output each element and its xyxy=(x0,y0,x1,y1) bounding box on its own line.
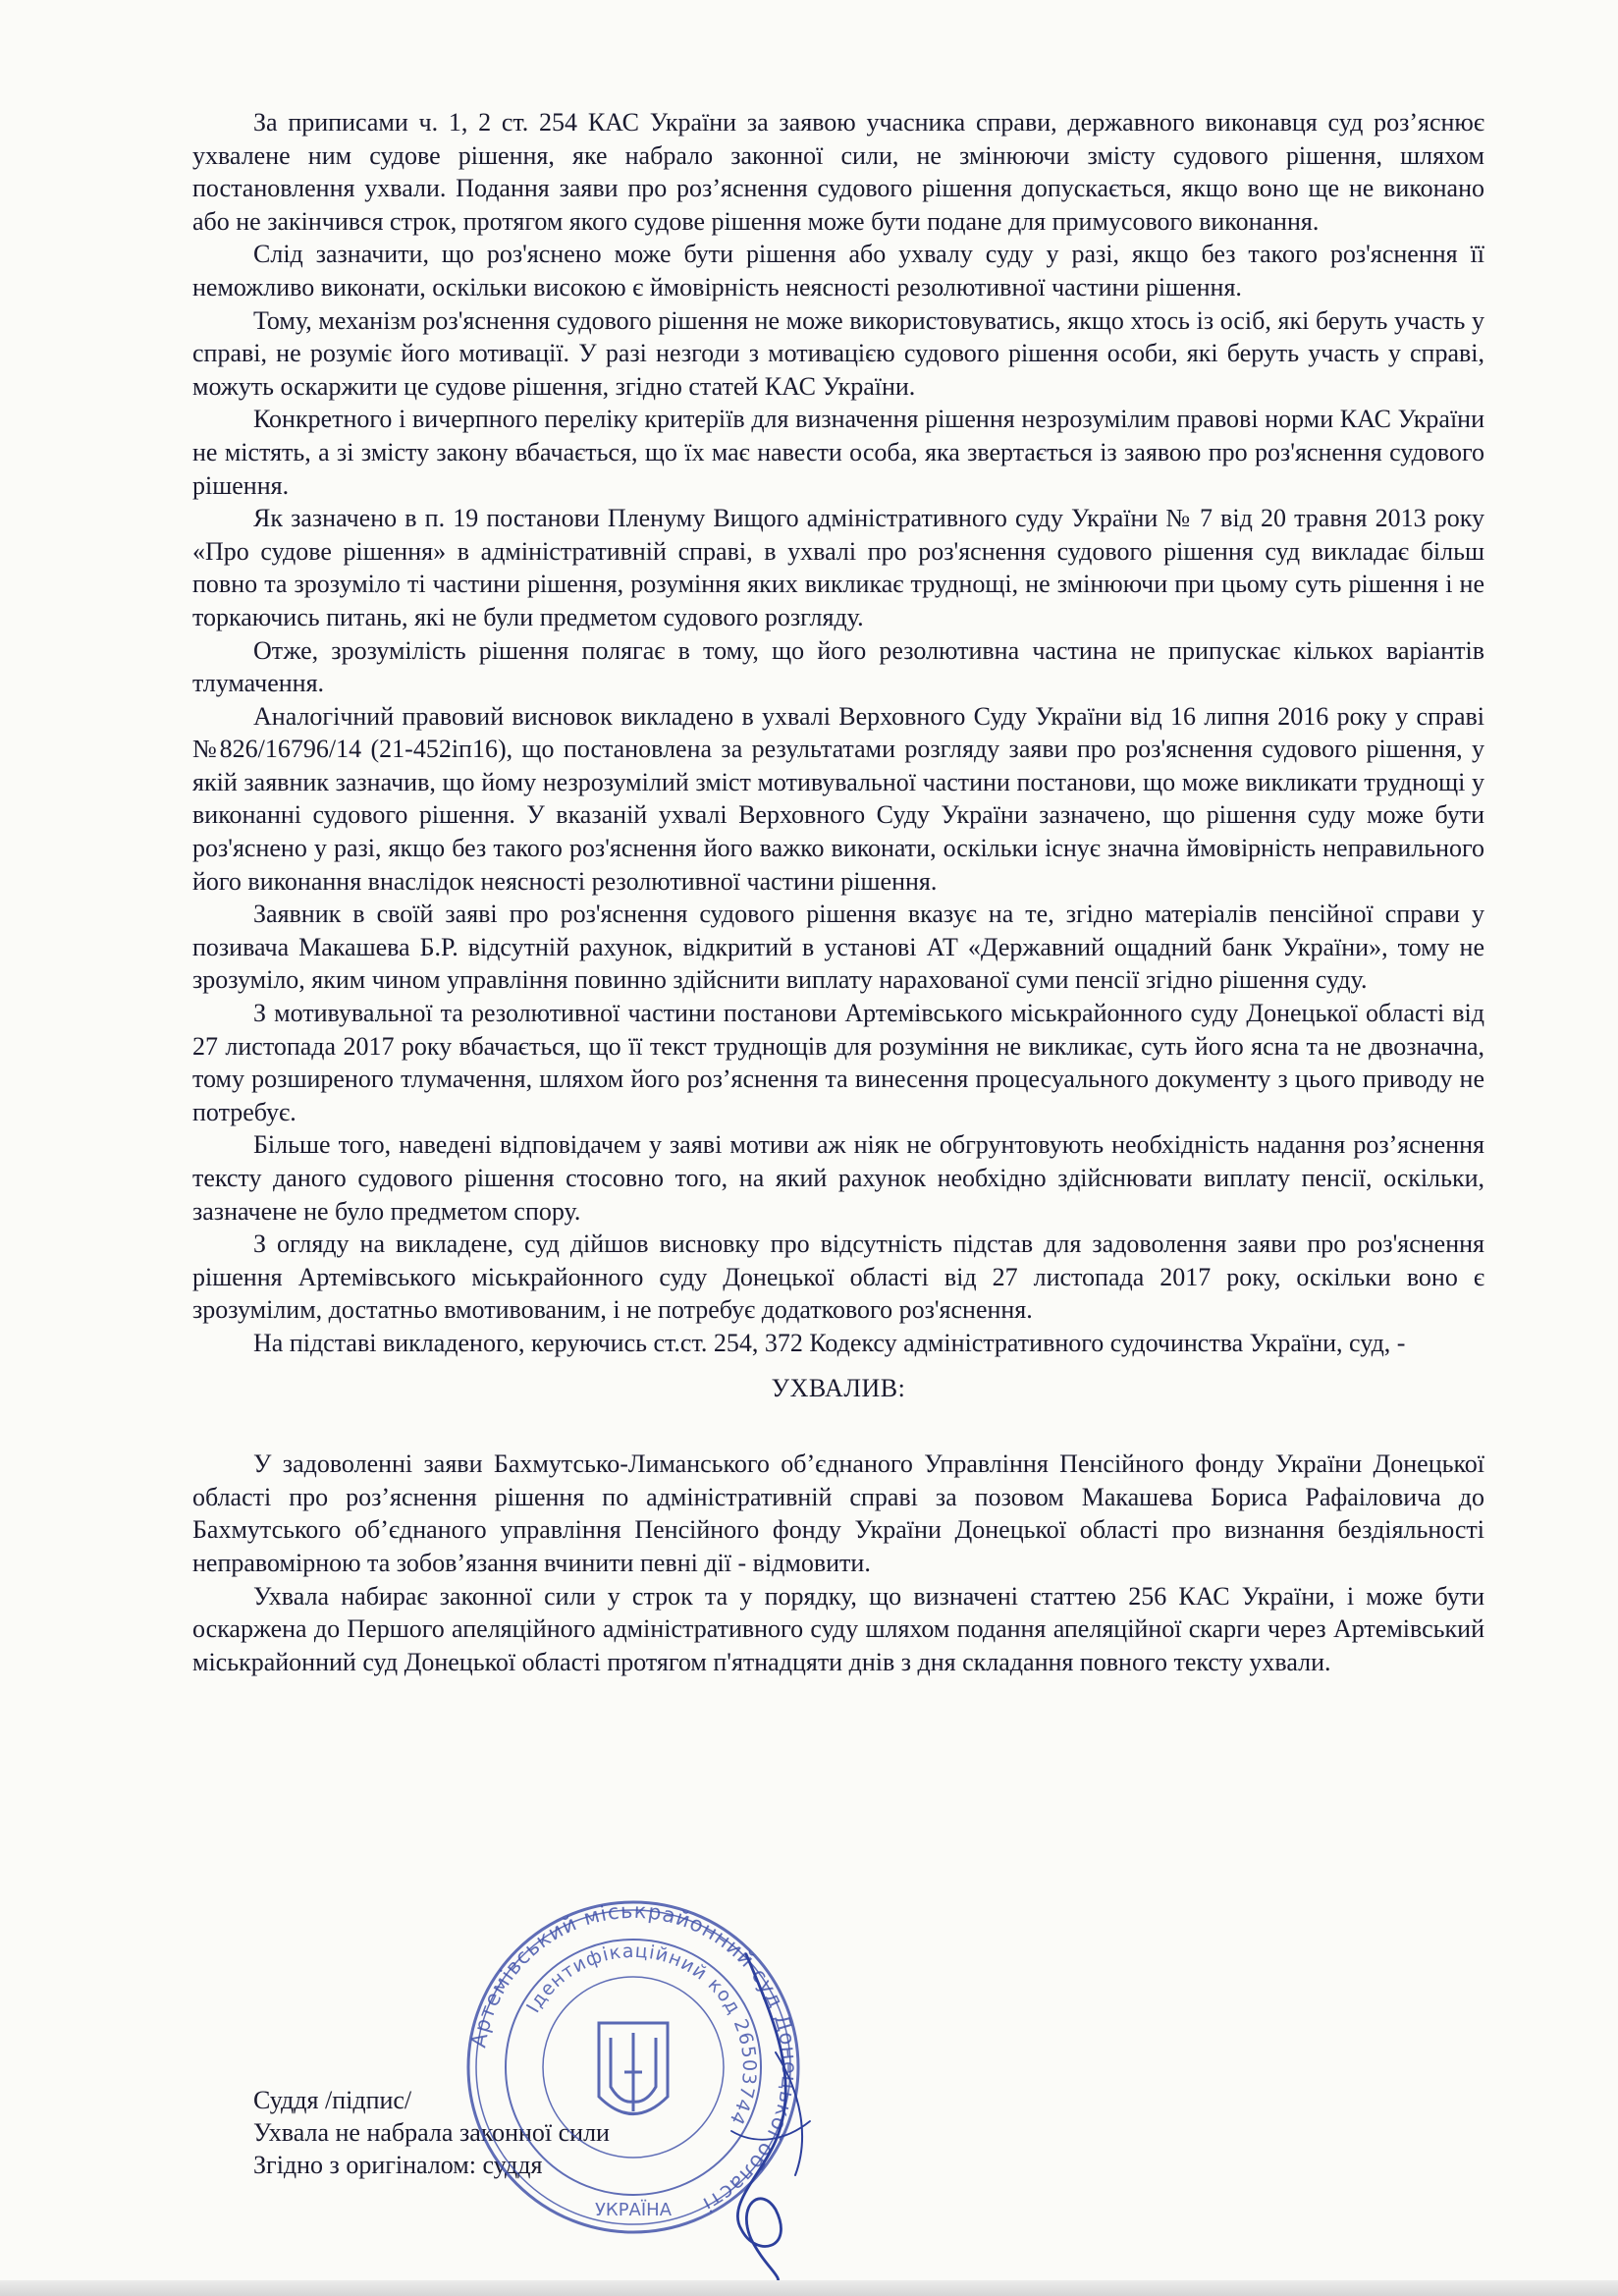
paragraph-8: Заявник в своїй заяві про роз'яснення судового рішення вказує на те, згідно матеріалів пенсійної справи у позивача Макашева Б.Р. відсутній рахунок, відкритий в установі АТ «Державний ощадний банк України», тому не зрозуміло, яким чином управління повинно здійснити виплату нарахованої суми пенсії згідно рішення суду. xyxy=(192,900,1484,995)
resolution-paragraph-2: Ухвала набирає законної сили у строк та у порядку, що визначені статтею 256 КАС України, і може бути оскаржена до Першого апеляційного адміністративного суду шляхом подання апеляційної скарги через Артемівський міськрайонний суд Донецької області протягом п'ятнадцяти днів з дня складання повного тексту ухвали. xyxy=(192,1581,1484,1676)
stamp-inner-text: Ідентифікаційний код 26503744 xyxy=(522,1940,761,2129)
paragraph-4: Конкретного і вичерпного переліку критеріїв для визначення рішення незрозумілим правові норми КАС України не містять, а зі змісту закону вбачається, що їх має навести особа, яка звертається із заявою про роз'яснення судового рішення. xyxy=(192,405,1484,500)
paragraph-2: Слід зазначити, що роз'яснено може бути рішення або ухвалу суду у разі, якщо без такого роз'яснення її неможливо виконати, оскільки високою є ймовірність неясності резолютивної частини рішення. xyxy=(192,240,1484,301)
document-body xyxy=(192,106,1484,1678)
paragraph-12: На підставі викладеного, керуючись ст.ст. 254, 372 Кодексу адміністративного судочинства України, суд, - xyxy=(253,1328,1406,1357)
paragraph-5: Як зазначено в п. 19 постанови Пленуму Вищого адміністративного суду України № 7 від 20 травня 2013 року «Про судове рішення» в адміністративній справі, в ухвалі про роз'яснення судового рішення суд викладає більш повно та зрозуміло ті частини рішення, розуміння яких викликає труднощі, не змінюючи при цьому суть рішення і не торкаючись питань, які не були предметом судового розгляду. xyxy=(192,504,1484,631)
not-in-force-line: Ухвала не набрала законної сили xyxy=(253,2118,610,2147)
certified-line: Згідно з оригіналом: суддя xyxy=(253,2151,543,2179)
paragraph-6: Отже, зрозумілість рішення полягає в тому, що його резолютивна частина не припускає кількох варіантів тлумачення. xyxy=(192,635,1484,698)
paragraph-11: З огляду на викладене, суд дійшов висновку про відсутність підстав для задоволення заяви про роз'яснення рішення Артемівського міськрайонного суду Донецької області від 27 листопада 2017 року, оскільки воно є зрозумілим, достатньо вмотивованим, і не потребує додаткового роз'яснення. xyxy=(192,1230,1484,1325)
handwritten-signature xyxy=(628,1935,854,2288)
paragraph-10: Більше того, наведені відповідачем у заяві мотиви аж ніяк не обгрунтовують необхідність надання роз’яснення тексту даного судового рішення стосовно того, на який рахунок необхідно здійснювати виплату пенсії, оскільки, зазначене не було предметом спору. xyxy=(192,1130,1484,1226)
judge-line: Суддя /підпис/ xyxy=(253,2086,412,2114)
paragraph-9: З мотивувальної та резолютивної частини постанови Артемівського міськрайонного суду Донецької області від 27 листопада 2017 року вбачається, що її текст труднощів для розуміння не викликає, суть його ясна та не двозначна, тому розширеного тлумачення, шляхом його роз’яснення та винесення процесуального документу з цього приводу не потребує. xyxy=(192,999,1484,1126)
paragraph-3: Тому, механізм роз'яснення судового рішення не може використовуватись, якщо хтось із осіб, які беруть участь у справі, не розуміє його мотивації. У разі незгоди з мотивацією судового рішення особи, які беруть участь у справі, можуть оскаржити це судове рішення, згідно статей КАС України. xyxy=(192,305,1484,401)
resolution-heading: УХВАЛИВ: xyxy=(771,1373,906,1402)
scan-edge xyxy=(0,2280,1618,2296)
stamp-outer-text: Артемівський міськрайонний суд Донецької області xyxy=(466,1898,802,2217)
stamp-bottom-text: УКРАЇНА xyxy=(594,2200,673,2220)
paragraph-1: За приписами ч. 1, 2 ст. 254 КАС України за заявою учасника справи, державного виконавця суд роз’яснює ухвалене ним судове рішення, яке набрало законної сили, не змінюючи змісту судового рішення, шляхом постановлення ухвали. Подання заяви про роз’яснення судового рішення допускається, якщо воно ще не виконано або не закінчився строк, протягом якого судове рішення може бути подане для примусового виконання. xyxy=(192,108,1484,236)
resolution-paragraph-1: У задоволенні заяви Бахмутсько-Лиманського об’єднаного Управління Пенсійного фонду України Донецької області про роз’яснення рішення по адміністративній справі за позовом Макашева Бориса Рафаіловича до Бахмутського об’єднаного управління Пенсійного фонду України Донецької області про визнання бездіяльності неправомірною та зобов’язання вчинити певні дії - відмовити. xyxy=(192,1449,1484,1577)
paragraph-7: Аналогічний правовий висновок викладено в ухвалі Верховного Суду України від 16 липня 2016 року у справі №826/16796/14 (21-452іп16), що постановлена за результатами розгляду заяви про роз'яснення судового рішення, у якій заявник зазначив, що йому незрозумілий зміст мотивувальної частини постанови, що може викликати труднощі у виконанні судового рішення. У вказаній ухвалі Верховного Суду України зазначено, що рішення суду може бути роз'яснено у разі, якщо без такого роз'яснення його важко виконати, оскільки існує значна ймовірність неправильного його виконання внаслідок неясності резолютивної частини рішення. xyxy=(192,701,1484,896)
